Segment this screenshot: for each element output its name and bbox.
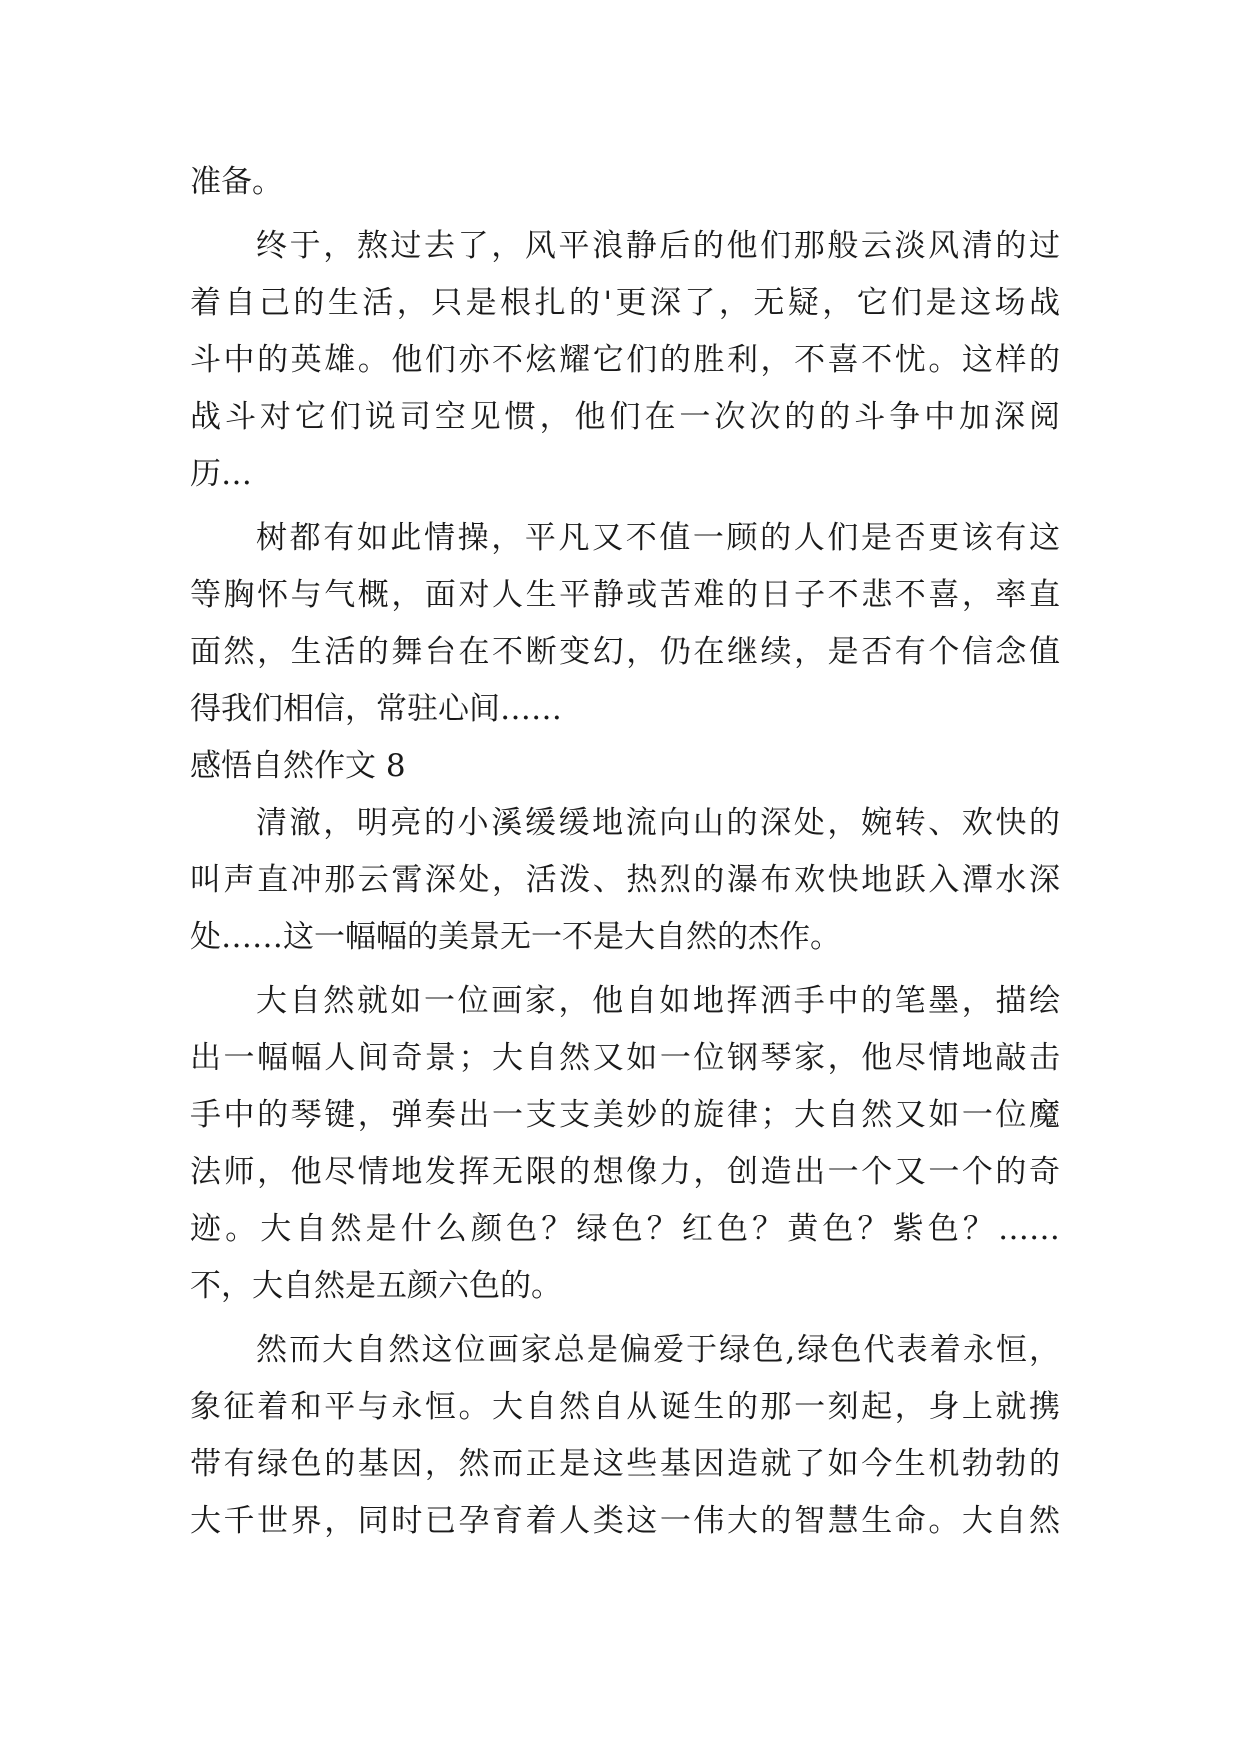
text-line: 战斗对它们说司空见惯，他们在一次次的的斗争中加深阅 (190, 399, 1060, 435)
text-line: 得我们相信，常驻心间…… (190, 691, 562, 727)
paragraph-first-line: 然而大自然这位画家总是偏爱于绿色,绿色代表着永恒， (256, 1332, 1060, 1368)
text-line: 面然，生活的舞台在不断变幻，仍在继续，是否有个信念值 (190, 634, 1060, 670)
text-line: 带有绿色的基因，然而正是这些基因造就了如今生机勃勃的 (190, 1446, 1060, 1482)
text-line: 法师，他尽情地发挥无限的想像力，创造出一个又一个的奇 (190, 1154, 1060, 1190)
text-line: 迹。大自然是什么颜色？绿色？红色？黄色？紫色？…… (190, 1211, 1060, 1247)
text-line: 等胸怀与气概，面对人生平静或苦难的日子不悲不喜，率直 (190, 577, 1060, 613)
text-line: 历… (190, 456, 252, 492)
paragraph-first-line: 树都有如此情操，平凡又不值一顾的人们是否更该有这 (256, 520, 1060, 556)
text-line: 出一幅幅人间奇景；大自然又如一位钢琴家，他尽情地敲击 (190, 1040, 1060, 1076)
paragraph-first-line: 清澈，明亮的小溪缓缓地流向山的深处，婉转、欢快的 (256, 805, 1060, 841)
text-line: 处……这一幅幅的美景无一不是大自然的杰作。 (190, 919, 841, 955)
text-line: 象征着和平与永恒。大自然自从诞生的那一刻起，身上就携 (190, 1389, 1060, 1425)
text-line: 不，大自然是五颜六色的。 (190, 1268, 562, 1304)
text-line: 着自己的生活，只是根扎的'更深了，无疑，它们是这场战 (190, 285, 1060, 321)
text-line: 斗中的英雄。他们亦不炫耀它们的胜利，不喜不忧。这样的 (190, 342, 1060, 378)
text-line: 大千世界，同时已孕育着人类这一伟大的智慧生命。大自然 (190, 1503, 1060, 1539)
section-heading: 感悟自然作文 8 (190, 748, 406, 784)
paragraph-first-line: 大自然就如一位画家，他自如地挥洒手中的笔墨，描绘 (256, 983, 1060, 1019)
paragraph-first-line: 终于，熬过去了，风平浪静后的他们那般云淡风清的过 (256, 228, 1060, 264)
text-line: 叫声直冲那云霄深处，活泼、热烈的瀑布欢快地跃入潭水深 (190, 862, 1060, 898)
text-line: 手中的琴键，弹奏出一支支美妙的旋律；大自然又如一位魔 (190, 1097, 1060, 1133)
text-line: 准备。 (190, 164, 283, 200)
